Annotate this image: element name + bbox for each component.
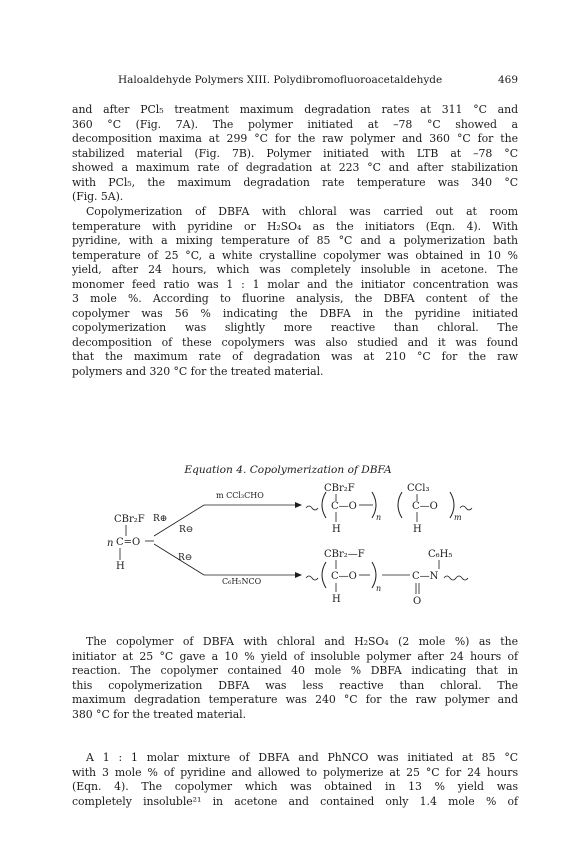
paragraph-4 <box>72 751 518 809</box>
product-h: H <box>413 524 422 535</box>
repeat-count: m <box>454 513 462 522</box>
product-h: H <box>332 524 341 535</box>
text-line: with 3 mole % of pyridine and allowed to polymerize at 25 °C for 24 hours <box>72 765 518 779</box>
text-line: maximum degradation temperature was 240 °C for the raw polymer and <box>72 693 518 706</box>
bracket <box>322 562 326 588</box>
text-line: this copolymerization DBFA was less reactive than chloral. The <box>72 678 518 692</box>
repeat-unit: C—N <box>412 571 439 582</box>
text-line: initiator at 25 °C gave a 10 % yield of insoluble polymer after 24 hours of <box>72 649 518 663</box>
monomer-n: n <box>107 538 114 549</box>
repeat-unit: C—O <box>331 571 357 582</box>
product-substituent: CBr₂F <box>324 483 355 494</box>
repeat-count: n <box>376 513 382 522</box>
product-substituent: CCl₃ <box>407 483 430 494</box>
paragraph-3 <box>72 635 518 722</box>
wavy-bond <box>306 506 318 510</box>
text-line: decomposition maxima at 299 °C for the raw polymer and 360 °C for the <box>72 132 518 145</box>
product-h: H <box>332 594 341 605</box>
text-line: reaction. The copolymer contained 40 mole % DBFA indicating that in <box>72 664 518 677</box>
text-line: copolymerization was slightly more reactive than chloral. The <box>72 321 518 334</box>
reagent-top: m CCl₃CHO <box>216 491 264 500</box>
arrow-head <box>295 572 302 578</box>
text-line: stabilized material (Fig. 7B). Polymer initiated with LTB at –78 °C <box>72 146 518 160</box>
text-line: polymers and 320 °C for the treated material. <box>72 364 324 378</box>
reagent-bottom: C₆H₅NCO <box>222 577 262 586</box>
text-line: pyridine, with a mixing temperature of 85 °C and a polymerization bath <box>72 234 518 247</box>
running-title: Haloaldehyde Polymers XIII. Polydibromofluoroacetaldehyde <box>118 74 443 86</box>
text-line: The copolymer of DBFA with chloral and H₂SO₄ (2 mole %) as the <box>86 635 518 648</box>
text-line: decomposition of these copolymers was also studied and it was found <box>72 335 518 349</box>
text-line: that the maximum rate of degradation was at 210 °C for the raw <box>72 350 518 363</box>
arrow-head <box>295 502 302 508</box>
text-line: yield, after 24 hours, which was completely insoluble in acetone. The <box>72 263 518 276</box>
text-line: showed a maximum rate of degradation at 223 °C and after stabilization <box>72 161 518 174</box>
page-number: 469 <box>497 74 518 86</box>
product-substituent: C₆H₅ <box>428 549 453 560</box>
wavy-bond <box>306 576 318 580</box>
monomer-h: H <box>116 561 125 572</box>
text-line: completely insoluble²¹ in acetone and contained only 1.4 mole % of <box>72 794 518 808</box>
paragraph-2 <box>72 205 518 379</box>
product-substituent: CBr₂—F <box>324 549 365 560</box>
monomer-substituent: CBr₂F <box>114 514 145 525</box>
initiator-label: R⊖ <box>178 553 193 563</box>
text-line: (Eqn. 4). The copolymer which was obtained in 13 % yield was <box>72 780 518 793</box>
monomer-carbon: C=O <box>116 537 141 548</box>
repeat-unit: C—O <box>412 501 438 512</box>
equation-caption: Equation 4. Copolymerization of DBFA <box>184 464 392 476</box>
repeat-unit: C—O <box>331 501 357 512</box>
text-line: (Fig. 5A). <box>72 190 124 203</box>
text-line: monomer feed ratio was 1 : 1 molar and the initiator concentration was <box>72 277 518 291</box>
paragraph-1 <box>72 103 518 205</box>
wavy-bond <box>460 506 472 510</box>
product-o: O <box>413 596 422 607</box>
wavy-bond <box>444 576 468 580</box>
text-line: A 1 : 1 molar mixture of DBFA and PhNCO was initiated at 85 °C <box>86 751 518 764</box>
initiator-label: R⊕ <box>153 514 168 524</box>
text-line: Copolymerization of DBFA with chloral was carried out at room <box>86 205 518 218</box>
text-line: and after PCl₅ treatment maximum degradation rates at 311 °C and <box>72 103 518 116</box>
text-line: copolymer was 56 % indicating the DBFA in the pyridine initiated <box>72 306 518 320</box>
text-line: 3 mole %. According to fluorine analysis, the DBFA content of the <box>72 292 518 305</box>
bracket <box>398 492 402 518</box>
reaction-arrow <box>154 544 204 575</box>
bracket <box>322 492 326 518</box>
text-line: 360 °C (Fig. 7A). The polymer initiated at –78 °C showed a <box>72 117 518 131</box>
repeat-count: n <box>376 584 382 593</box>
text-line: temperature with pyridine or H₂SO₄ as the initiators (Eqn. 4). With <box>72 219 518 233</box>
copolymerization-scheme <box>107 483 490 619</box>
text-line: with PCl₅, the maximum degradation rate temperature was 340 °C <box>72 175 518 189</box>
text-line: 380 °C for the treated material. <box>72 707 246 721</box>
initiator-label: R⊖ <box>179 525 194 535</box>
text-line: temperature of 25 °C, a white crystalline copolymer was obtained in 10 % <box>72 248 518 262</box>
